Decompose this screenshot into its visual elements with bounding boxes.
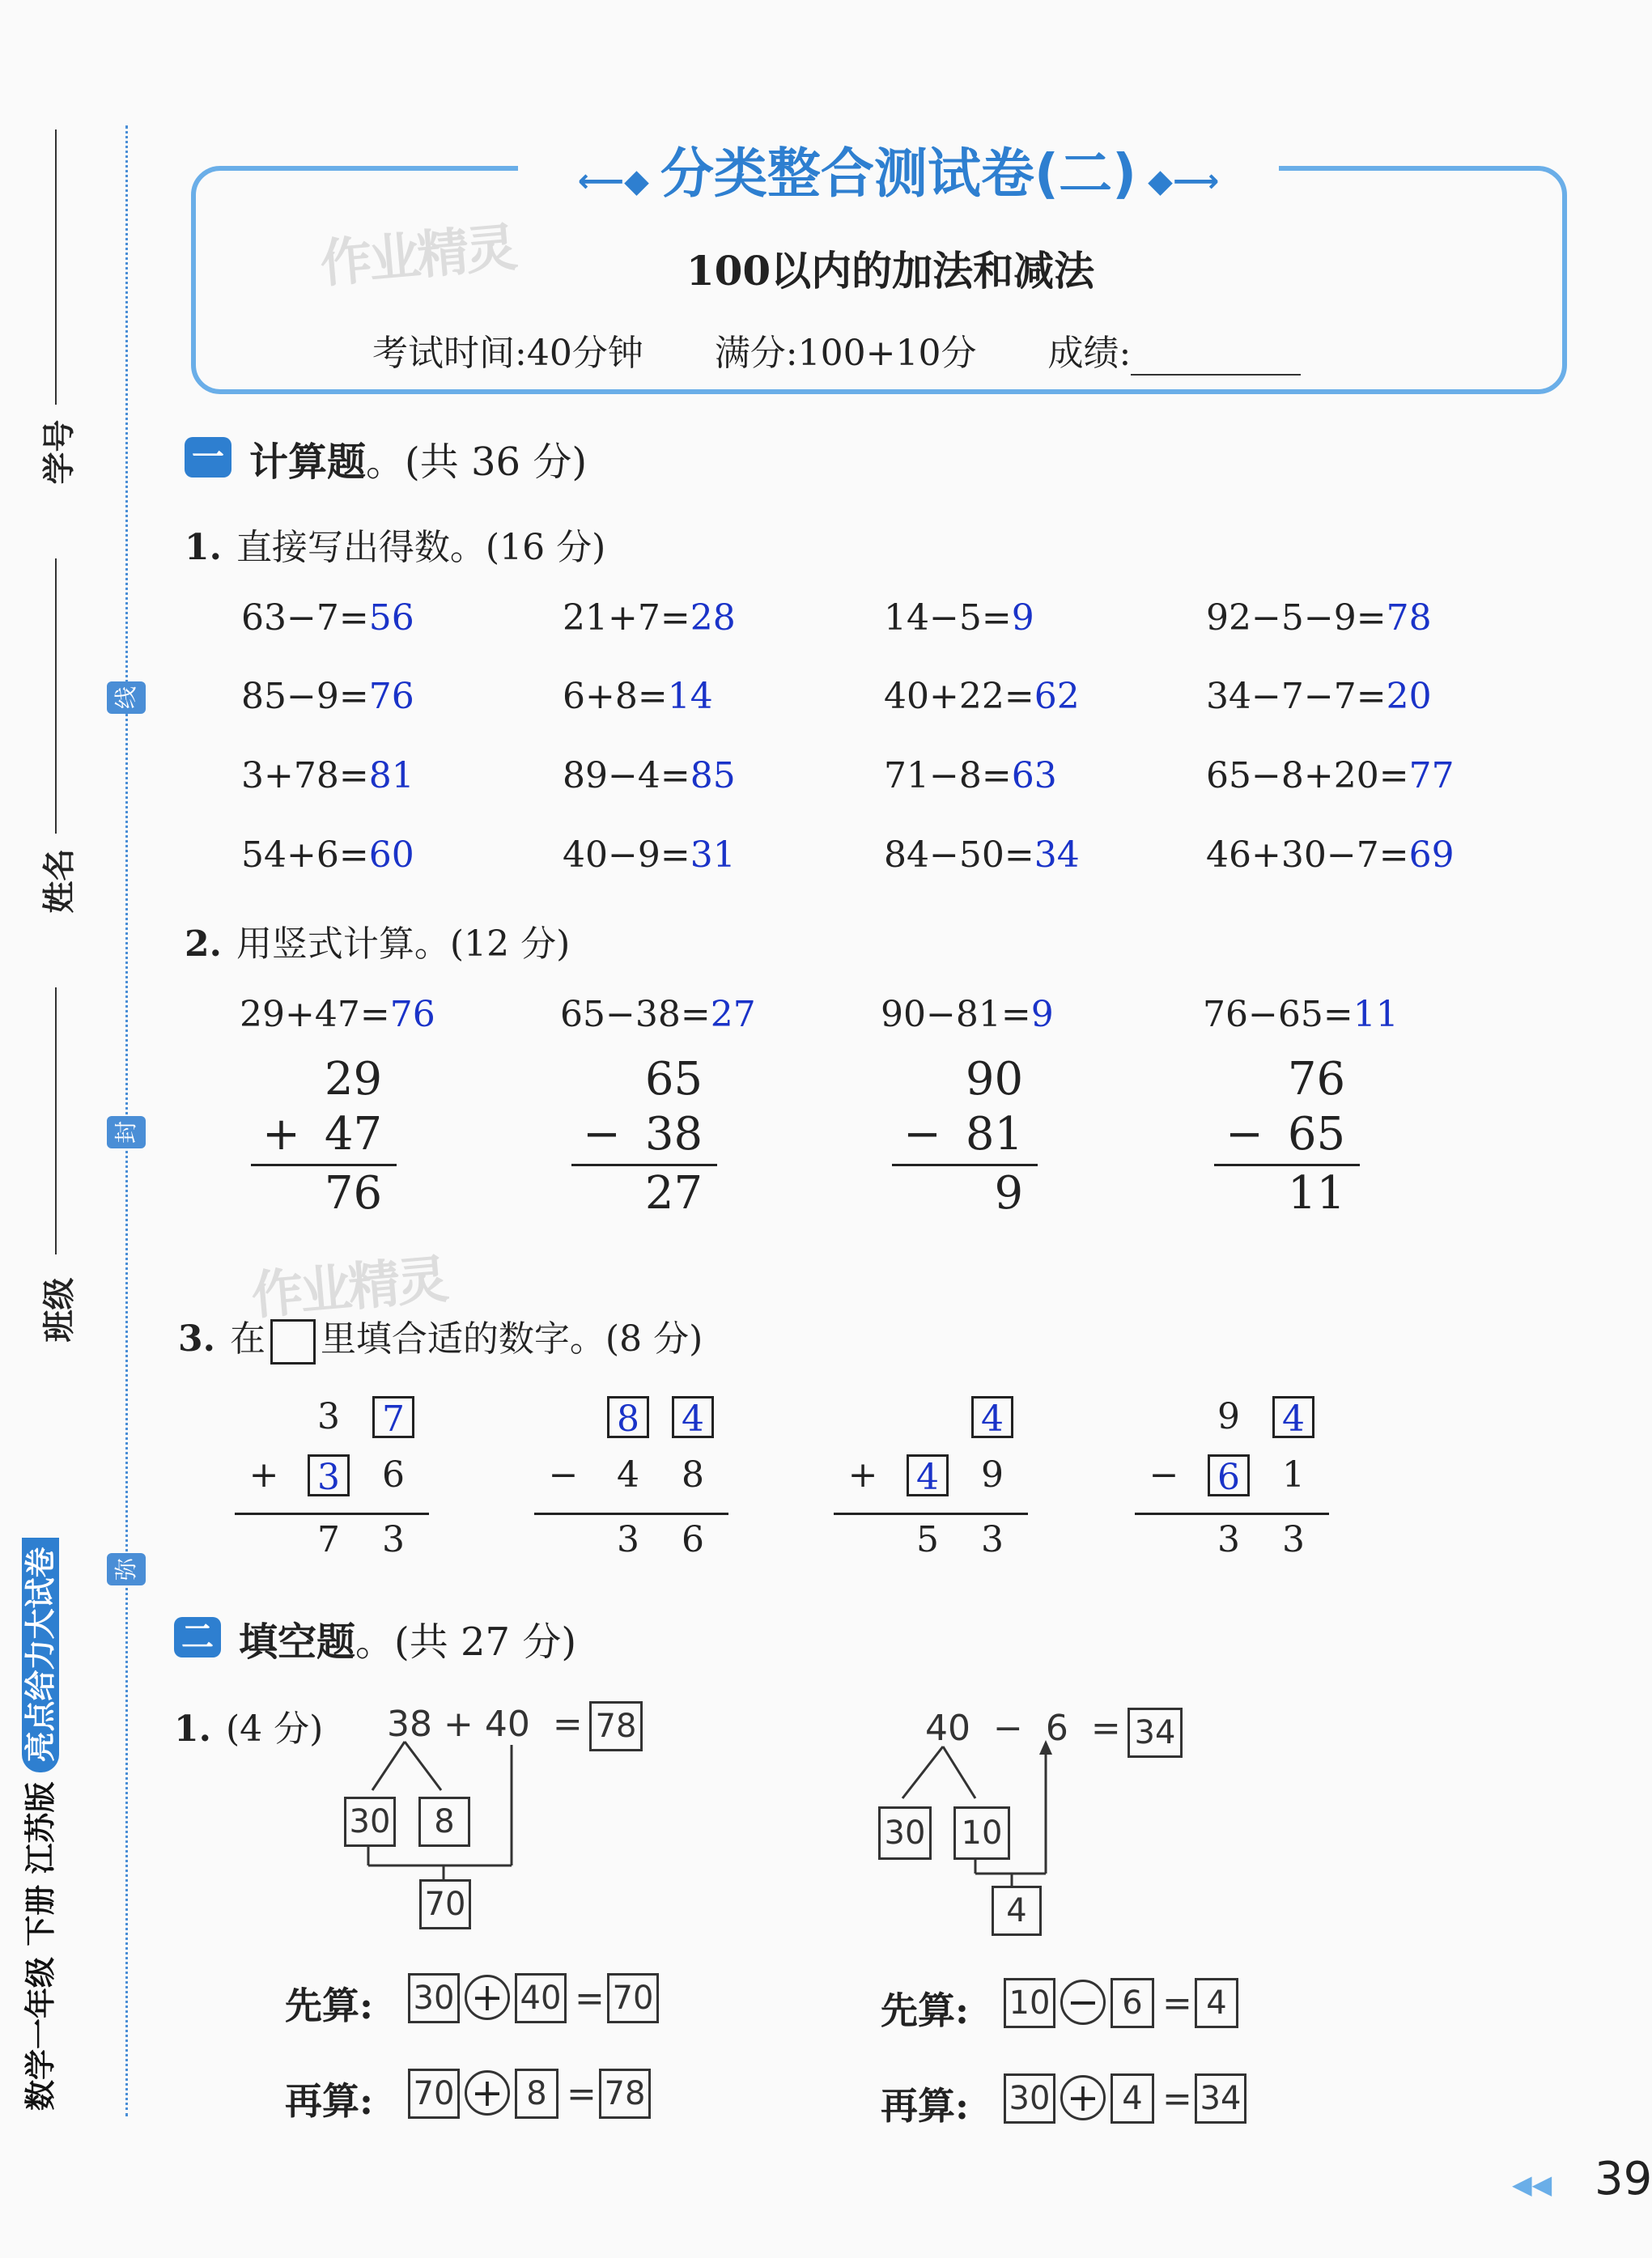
score-blank[interactable] bbox=[1131, 343, 1301, 376]
exam-info bbox=[372, 324, 1301, 376]
step-value-box: 10 bbox=[1004, 1978, 1055, 2028]
digit: 4 bbox=[617, 1454, 639, 1496]
digit-box[interactable]: 4 bbox=[907, 1454, 949, 1496]
tree-right-eq: 40 − 6 = bbox=[925, 1708, 1121, 1749]
q2-vertical bbox=[1214, 1052, 1360, 1221]
step-value-box: 6 bbox=[1111, 1978, 1154, 2028]
digit: 7 bbox=[317, 1519, 340, 1560]
rule bbox=[1135, 1513, 1329, 1515]
operator-circle: + bbox=[465, 2070, 510, 2116]
q3-problem bbox=[1143, 1396, 1337, 1571]
equals-sign: = bbox=[1162, 1983, 1192, 2024]
vertical-bottom: − 38 bbox=[583, 1108, 703, 1161]
section-1-title: 计算题。(共 36 分) bbox=[249, 439, 588, 485]
tree-right-mid: 4 bbox=[992, 1886, 1042, 1936]
q1-item: 85−9=76 bbox=[241, 676, 414, 717]
digit: 3 bbox=[617, 1519, 639, 1560]
digit: 8 bbox=[682, 1454, 704, 1496]
vertical-result: 9 bbox=[994, 1167, 1024, 1220]
score-label: 成绩: bbox=[1047, 333, 1132, 374]
digit: 3 bbox=[317, 1396, 340, 1437]
class-label: 班级 bbox=[40, 1277, 79, 1343]
step-value-box: 30 bbox=[408, 1973, 460, 2023]
watermark: 作业精灵 bbox=[317, 218, 517, 295]
digit: 5 bbox=[916, 1519, 939, 1560]
subtitle: 100以内的加法和减法 bbox=[686, 247, 1095, 295]
step-value-box: 8 bbox=[515, 2069, 558, 2119]
step-value-box: 30 bbox=[1004, 2073, 1055, 2124]
tree-right-result: 34 bbox=[1128, 1708, 1183, 1758]
q2-vertical bbox=[892, 1052, 1038, 1221]
q2-equation: 90−81=9 bbox=[881, 994, 1054, 1035]
tree-left-result: 78 bbox=[589, 1701, 643, 1751]
digit-box[interactable]: 6 bbox=[1208, 1454, 1250, 1496]
q1-item: 40+22=62 bbox=[884, 676, 1080, 717]
equals-sign: = bbox=[575, 1978, 605, 2019]
q2-equation: 29+47=76 bbox=[240, 994, 435, 1035]
watermark-2: 作业精灵 bbox=[248, 1250, 448, 1327]
digit: 9 bbox=[981, 1454, 1004, 1496]
step-value-box: 34 bbox=[1195, 2073, 1246, 2124]
vertical-top: 65 bbox=[644, 1053, 703, 1106]
step-value-box: 70 bbox=[607, 1973, 659, 2023]
class-line bbox=[55, 987, 57, 1254]
q1-item: 21+7=28 bbox=[563, 597, 736, 639]
q1-item: 14−5=9 bbox=[884, 597, 1034, 639]
rule bbox=[834, 1513, 1028, 1515]
q1-item: 71−8=63 bbox=[884, 755, 1057, 796]
q1-heading: 1. 直接写出得数。(16 分) bbox=[185, 527, 606, 568]
q1-item: 40−9=31 bbox=[563, 834, 736, 876]
section-2-icon: 二 bbox=[174, 1617, 221, 1657]
equals-sign: = bbox=[567, 2073, 597, 2115]
digit: 3 bbox=[1282, 1519, 1305, 1560]
tree-left-split-2: 8 bbox=[418, 1797, 470, 1847]
vertical-top: 76 bbox=[1287, 1053, 1346, 1106]
digit-box[interactable]: 7 bbox=[372, 1396, 414, 1438]
step-label: 先算: bbox=[285, 1984, 373, 2027]
step-label: 再算: bbox=[881, 2084, 969, 2128]
tree-left-mid: 70 bbox=[419, 1879, 471, 1929]
q1-item: 34−7−7=20 bbox=[1206, 676, 1432, 717]
digit-box[interactable]: 8 bbox=[607, 1396, 649, 1438]
q3-problem bbox=[842, 1396, 1036, 1571]
step-label: 再算: bbox=[285, 2079, 373, 2123]
cut-label-line: 线 bbox=[107, 681, 146, 714]
digit bbox=[907, 1396, 949, 1438]
digit-box[interactable]: 3 bbox=[308, 1454, 350, 1496]
student-no-label: 学号 bbox=[40, 419, 79, 485]
operator: + bbox=[248, 1454, 279, 1496]
q2-heading: 2. 用竖式计算。(12 分) bbox=[185, 923, 571, 965]
vertical-result: 76 bbox=[324, 1167, 383, 1220]
vertical-bottom: − 81 bbox=[903, 1108, 1024, 1161]
book-brand bbox=[22, 1449, 59, 2120]
operator-circle: + bbox=[1060, 2075, 1106, 2120]
operator: − bbox=[1149, 1454, 1179, 1496]
section-1-icon: 一 bbox=[185, 437, 231, 477]
digit: 1 bbox=[1282, 1454, 1305, 1496]
student-no-line bbox=[55, 129, 57, 405]
digit-box[interactable]: 4 bbox=[672, 1396, 714, 1438]
q1-item: 65−8+20=77 bbox=[1206, 755, 1455, 796]
q1-item: 46+30−7=69 bbox=[1206, 834, 1455, 876]
blank-box-example bbox=[270, 1319, 316, 1365]
q3-heading: 3. 在 里填合适的数字。(8 分) bbox=[178, 1309, 703, 1365]
operator: + bbox=[847, 1454, 878, 1496]
book-info: 数学一年级 下册 江苏版 bbox=[22, 1772, 59, 2120]
operator: − bbox=[548, 1454, 579, 1496]
step-value-box: 70 bbox=[408, 2069, 460, 2119]
operator-circle: + bbox=[465, 1975, 510, 2020]
q1-item: 6+8=14 bbox=[563, 676, 713, 717]
digit: 3 bbox=[382, 1519, 405, 1560]
cut-label-seal: 封 bbox=[107, 1116, 146, 1148]
digit: 6 bbox=[382, 1454, 405, 1496]
digit: 3 bbox=[981, 1519, 1004, 1560]
vertical-bottom: − 65 bbox=[1225, 1108, 1346, 1161]
q2-vertical bbox=[251, 1052, 397, 1221]
digit: 3 bbox=[1217, 1519, 1240, 1560]
step-value-box: 40 bbox=[515, 1973, 567, 2023]
tree-right-split-2: 10 bbox=[953, 1806, 1010, 1860]
section-2-title: 填空题。(共 27 分) bbox=[239, 1619, 577, 1665]
digit-box[interactable]: 4 bbox=[1272, 1396, 1314, 1438]
page-arrows: ◀◀ bbox=[1512, 2169, 1552, 2200]
tree-left-eq: 38 + 40 = bbox=[387, 1704, 583, 1745]
q2-equation: 65−38=27 bbox=[560, 994, 756, 1035]
q1-item: 89−4=85 bbox=[563, 755, 736, 796]
q1-item: 84−50=34 bbox=[884, 834, 1080, 876]
digit: 6 bbox=[682, 1519, 704, 1560]
vertical-bottom: + 47 bbox=[262, 1108, 383, 1161]
digit: 9 bbox=[1217, 1396, 1240, 1437]
operator-circle: − bbox=[1060, 1980, 1106, 2025]
tree-right-split-1: 30 bbox=[878, 1806, 932, 1860]
q1-item: 54+6=60 bbox=[241, 834, 414, 876]
step-label: 先算: bbox=[881, 1988, 969, 2032]
cut-label-close: 弥 bbox=[107, 1553, 146, 1585]
tree-left-split-1: 30 bbox=[344, 1797, 396, 1847]
name-label: 姓名 bbox=[40, 848, 79, 914]
q3-problem bbox=[542, 1396, 737, 1571]
q1-item: 63−7=56 bbox=[241, 597, 414, 639]
step-value-box: 78 bbox=[599, 2069, 651, 2119]
digit-box[interactable]: 4 bbox=[971, 1396, 1013, 1438]
brand-name: 亮点给力大试卷 bbox=[22, 1538, 59, 1772]
full-score: 满分:100+10分 bbox=[714, 333, 977, 374]
name-line bbox=[55, 558, 57, 834]
vertical-result: 27 bbox=[644, 1167, 703, 1220]
q3-problem bbox=[243, 1396, 437, 1571]
vertical-result: 11 bbox=[1287, 1167, 1346, 1220]
q1-item: 3+78=81 bbox=[241, 755, 414, 796]
equals-sign: = bbox=[1162, 2078, 1192, 2120]
rule bbox=[235, 1513, 429, 1515]
step-value-box: 4 bbox=[1195, 1978, 1238, 2028]
rule bbox=[534, 1513, 728, 1515]
vertical-top: 90 bbox=[965, 1053, 1024, 1106]
fq1-heading: 1. (4 分) bbox=[174, 1708, 324, 1750]
q1-item: 92−5−9=78 bbox=[1206, 597, 1432, 639]
q2-equation: 76−65=11 bbox=[1203, 994, 1399, 1035]
page-title: ⟵◆ 分类整合测试卷(二) ◆⟶ bbox=[518, 138, 1279, 210]
exam-time: 考试时间:40分钟 bbox=[372, 333, 643, 374]
page-number: 39 bbox=[1595, 2153, 1652, 2205]
step-value-box: 4 bbox=[1111, 2073, 1154, 2124]
vertical-top: 29 bbox=[324, 1053, 383, 1106]
q2-vertical bbox=[571, 1052, 717, 1221]
